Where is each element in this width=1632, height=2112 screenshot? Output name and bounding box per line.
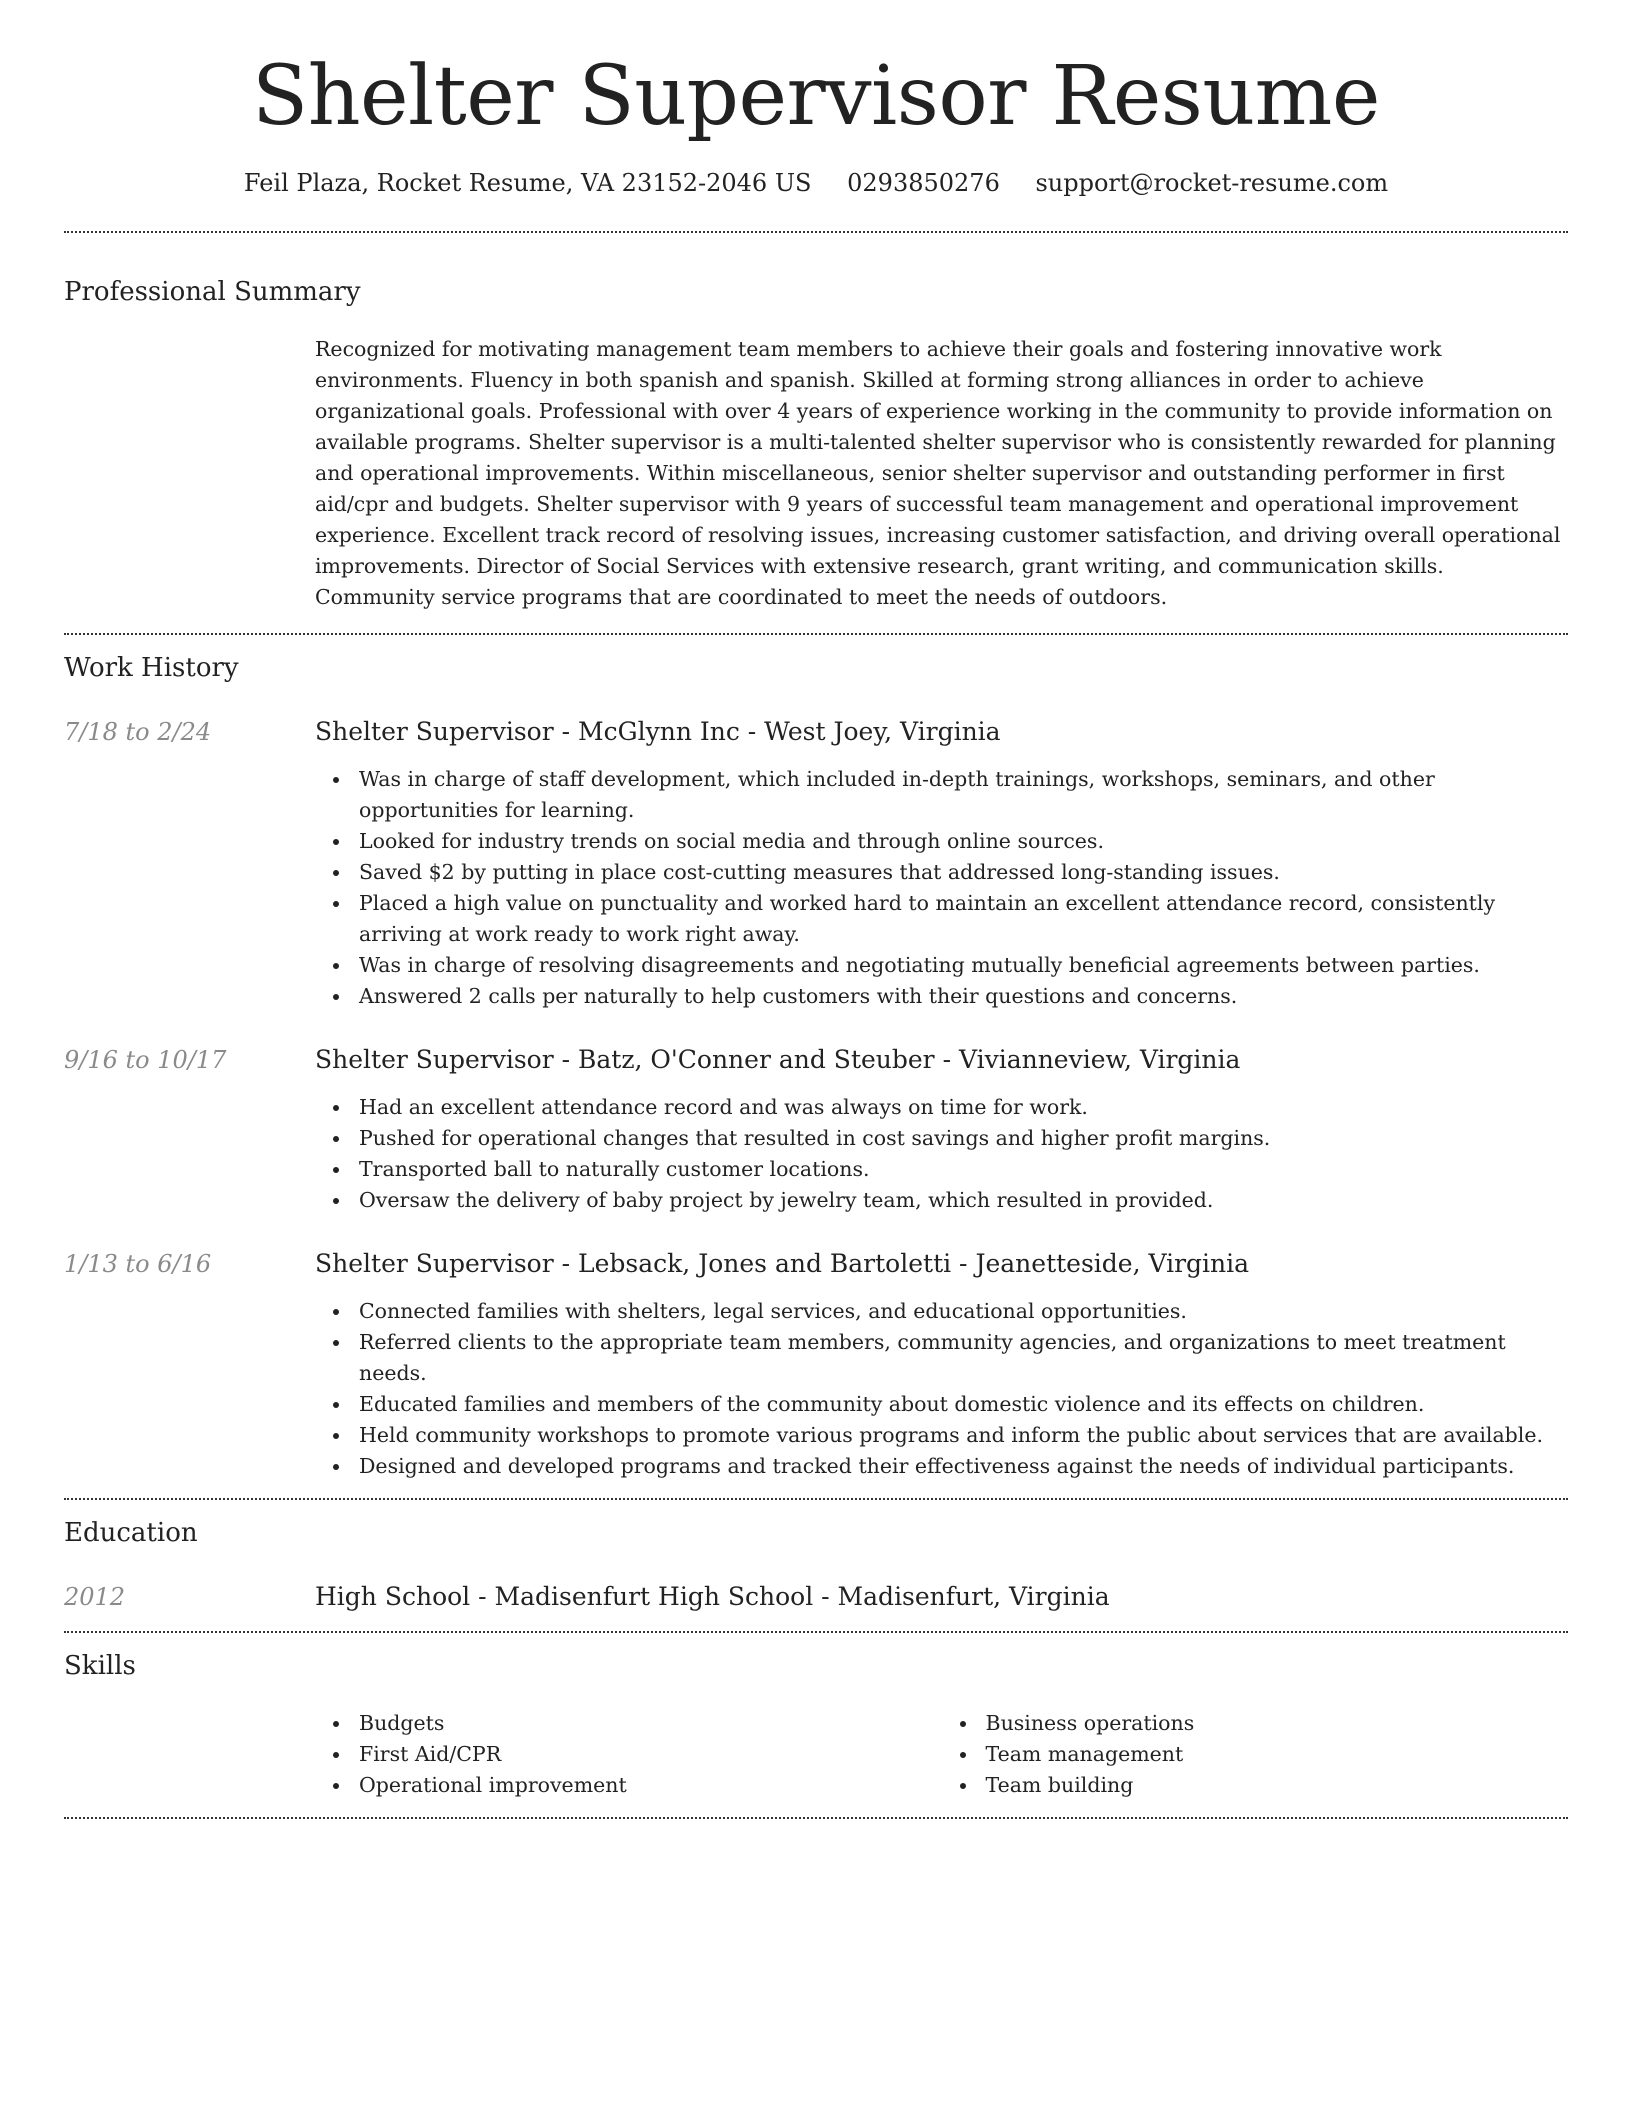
- job-bullet: Designed and developed programs and tracked their effectiveness against the needs of individual participants.: [359, 1451, 1568, 1482]
- skill-item: Team building: [986, 1770, 1569, 1801]
- job-bullet: Was in charge of resolving disagreements and negotiating mutually beneficial agreements between parties.: [359, 950, 1568, 981]
- skill-item: Business operations: [986, 1708, 1569, 1739]
- contact-address: Feil Plaza, Rocket Resume, VA 23152-2046 US: [243, 169, 812, 198]
- job-entry-2: [64, 1044, 1568, 1216]
- education-section-title: Education: [64, 1517, 198, 1548]
- skill-item: Budgets: [359, 1708, 942, 1739]
- job-bullet: Held community workshops to promote various programs and inform the public about services that are available.: [359, 1420, 1568, 1451]
- skills-list: [315, 1708, 1568, 1801]
- header-divider: [64, 231, 1568, 233]
- contact-email: support@rocket-resume.com: [1035, 169, 1389, 198]
- job-dates: 9/16 to 10/17: [64, 1045, 227, 1074]
- contact-phone: 0293850276: [847, 169, 1000, 198]
- job-bullet: Placed a high value on punctuality and worked hard to maintain an excellent attendance record, consistently arriving at work ready to work right away.: [359, 888, 1568, 950]
- job-bullet: Pushed for operational changes that resulted in cost savings and higher profit margins.: [359, 1123, 1568, 1154]
- skills-section-title: Skills: [64, 1650, 136, 1681]
- resume-title: Shelter Supervisor Resume: [252, 49, 1380, 144]
- contact-line: [64, 168, 1568, 199]
- job-bullet: Connected families with shelters, legal services, and educational opportunities.: [359, 1296, 1568, 1327]
- resume-page: [64, 0, 1568, 1819]
- work-divider: [64, 1498, 1568, 1500]
- education-heading: High School - Madisenfurt High School - Madisenfurt, Virginia: [315, 1581, 1110, 1611]
- job-bullet: Had an excellent attendance record and was always on time for work.: [359, 1092, 1568, 1123]
- skill-item: Team management: [986, 1739, 1569, 1770]
- job-heading: Shelter Supervisor - Lebsack, Jones and Bartoletti - Jeanetteside, Virginia: [315, 1248, 1250, 1278]
- job-bullets: [315, 764, 1568, 1012]
- education-divider: [64, 1631, 1568, 1633]
- skills-divider: [64, 1817, 1568, 1819]
- work-section-title: Work History: [64, 652, 239, 683]
- job-heading: Shelter Supervisor - McGlynn Inc - West Joey, Virginia: [315, 716, 1001, 746]
- job-heading: Shelter Supervisor - Batz, O'Conner and Steuber - Vivianneview, Virginia: [315, 1044, 1241, 1074]
- education-year: 2012: [64, 1582, 126, 1611]
- skills-column-left: [315, 1708, 942, 1801]
- job-dates: 1/13 to 6/16: [64, 1249, 212, 1278]
- job-bullet: Oversaw the delivery of baby project by jewelry team, which resulted in provided.: [359, 1185, 1568, 1216]
- job-bullet: Transported ball to naturally customer locations.: [359, 1154, 1568, 1185]
- education-entry: [64, 1581, 1568, 1613]
- job-bullets: [315, 1092, 1568, 1216]
- summary-divider: [64, 633, 1568, 635]
- job-dates: 7/18 to 2/24: [64, 717, 212, 746]
- summary-section-title: Professional Summary: [64, 277, 361, 308]
- job-bullets: [315, 1296, 1568, 1482]
- skill-item: First Aid/CPR: [359, 1739, 942, 1770]
- job-bullet: Answered 2 calls per naturally to help customers with their questions and concerns.: [359, 981, 1568, 1012]
- job-bullet: Was in charge of staff development, which included in-depth trainings, workshops, seminars, and other opportunities for learning.: [359, 764, 1568, 826]
- job-bullet: Referred clients to the appropriate team members, community agencies, and organizations to meet treatment needs.: [359, 1327, 1568, 1389]
- skills-column-right: [942, 1708, 1569, 1801]
- job-bullet: Looked for industry trends on social media and through online sources.: [359, 826, 1568, 857]
- job-bullet: Saved $2 by putting in place cost-cutting measures that addressed long-standing issues.: [359, 857, 1568, 888]
- skill-item: Operational improvement: [359, 1770, 942, 1801]
- job-entry-3: [64, 1248, 1568, 1482]
- job-entry-1: [64, 716, 1568, 1012]
- summary-text: Recognized for motivating management team members to achieve their goals and fostering innovative work environments. Fluency in both spanish and spanish. Skilled at forming strong alliances in order to achieve organizational goals. Professional with over 4 years of experience working in the community to provide information on available programs. Shelter supervisor is a multi-talented shelter supervisor who is consistently rewarded for planning and operational improvements. Within miscellaneous, senior shelter supervisor and outstanding performer in first aid/cpr and budgets. Shelter supervisor with 9 years of successful team management and operational improvement experience. Excellent track record of resolving issues, increasing customer satisfaction, and driving overall operational improvements. Director of Social Services with extensive research, grant writing, and communication skills. Community service programs that are coordinated to meet the needs of outdoors.: [315, 336, 1561, 609]
- job-bullet: Educated families and members of the community about domestic violence and its effects on children.: [359, 1389, 1568, 1420]
